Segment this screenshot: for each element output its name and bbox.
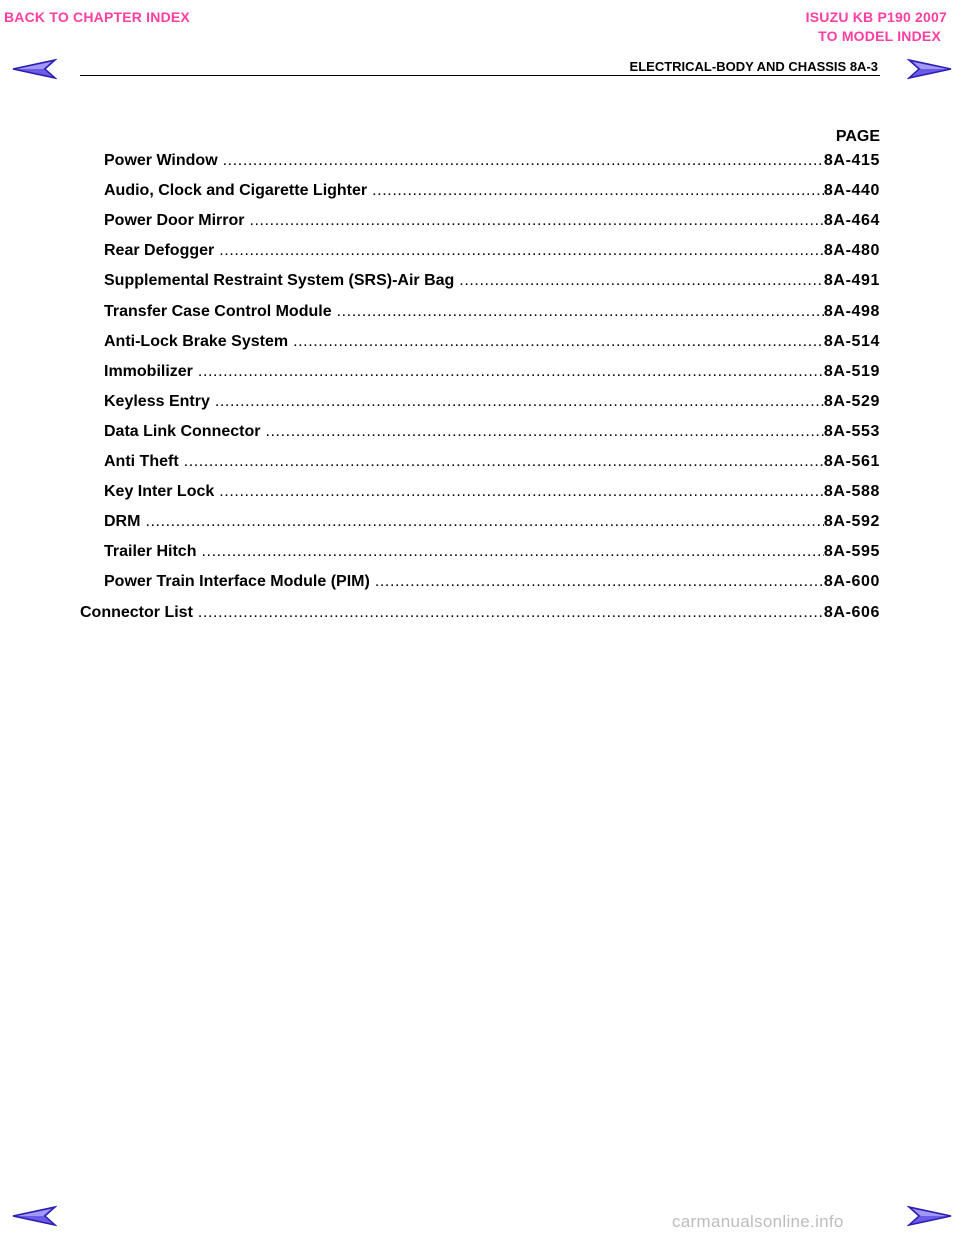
left-arrow-icon — [11, 57, 57, 81]
toc-entry[interactable] — [104, 423, 880, 447]
footer-watermark: carmanualsonline.info — [672, 1212, 844, 1231]
toc-entry[interactable] — [104, 303, 880, 327]
toc-entry[interactable] — [104, 513, 880, 537]
toc-dot-leader — [337, 303, 824, 321]
toc-dot-leader — [145, 513, 823, 531]
toc-entry-page: 8A-480 — [823, 242, 880, 260]
toc-entry[interactable] — [104, 212, 880, 236]
toc-dot-leader — [375, 573, 824, 591]
toc-dot-leader — [265, 423, 823, 441]
toc-dot-leader — [249, 212, 823, 230]
toc-entry[interactable] — [104, 152, 880, 176]
toc-entry[interactable] — [104, 453, 880, 477]
toc-entry-page: 8A-519 — [823, 362, 880, 380]
model-title-link[interactable]: ISUZU KB P190 2007 — [805, 9, 947, 25]
toc-entry[interactable] — [104, 272, 880, 296]
toc-entry-page: 8A-514 — [823, 332, 880, 350]
toc-entry[interactable] — [104, 242, 880, 266]
to-model-index-link[interactable]: TO MODEL INDEX — [818, 28, 941, 44]
toc-entry[interactable] — [104, 483, 880, 507]
toc-entry-page: 8A-553 — [823, 422, 880, 440]
toc-dot-leader — [459, 272, 824, 290]
toc-entry-page: 8A-600 — [823, 573, 880, 591]
toc-entry-title: Anti Theft — [104, 453, 179, 470]
toc-entry-title: Anti-Lock Brake System — [104, 332, 289, 350]
toc-dot-leader — [293, 333, 824, 351]
toc-entry-page: 8A-498 — [823, 302, 880, 320]
toc-entry-title: Connector List — [80, 603, 193, 621]
toc-dot-leader — [219, 242, 824, 260]
toc-entry[interactable] — [104, 543, 880, 567]
toc-entry-page: 8A-464 — [823, 212, 880, 230]
toc-entry-page: 8A-561 — [823, 453, 880, 470]
toc-dot-leader — [372, 182, 824, 200]
toc-entry-title: Audio, Clock and Cigarette Lighter — [104, 182, 368, 200]
previous-page-button[interactable] — [11, 57, 57, 81]
previous-page-button-bottom[interactable] — [11, 1204, 57, 1228]
toc-entry-title: Transfer Case Control Module — [104, 302, 332, 320]
toc-entry-title: Power Window — [104, 152, 218, 169]
toc-entry-page: 8A-588 — [823, 483, 880, 501]
toc-entry-page: 8A-491 — [823, 272, 880, 290]
toc-entry-page: 8A-529 — [823, 392, 880, 410]
toc-dot-leader — [201, 543, 823, 561]
toc-entry-title: Rear Defogger — [104, 242, 215, 260]
toc-entry-title: Immobilizer — [104, 362, 193, 380]
toc-entry-page: 8A-415 — [823, 152, 880, 169]
header-divider — [80, 75, 880, 76]
toc-entry-title: Trailer Hitch — [104, 543, 197, 561]
right-arrow-icon — [907, 57, 953, 81]
toc-entry-page: 8A-440 — [823, 182, 880, 200]
toc-entry-title: Power Door Mirror — [104, 212, 245, 230]
toc-entry[interactable] — [104, 393, 880, 417]
right-arrow-icon — [907, 1204, 953, 1228]
back-to-chapter-index-link[interactable]: BACK TO CHAPTER INDEX — [4, 9, 190, 25]
toc-entry-title: Key Inter Lock — [104, 483, 215, 501]
toc-dot-leader — [215, 393, 824, 411]
toc-entry[interactable] — [104, 573, 880, 597]
left-arrow-icon — [11, 1204, 57, 1228]
page-column-label: PAGE — [835, 128, 880, 145]
toc-entry[interactable] — [104, 363, 880, 387]
toc-entry-page: 8A-595 — [823, 543, 880, 561]
toc-entry-title: DRM — [104, 513, 141, 531]
toc-entry-title: Supplemental Restraint System (SRS)-Air Bag — [104, 272, 455, 290]
next-page-button-bottom[interactable] — [907, 1204, 953, 1228]
toc-dot-leader — [198, 604, 824, 622]
toc-entry-title: Power Train Interface Module (PIM) — [104, 573, 370, 591]
toc-entry-title: Data Link Connector — [104, 422, 261, 440]
toc-dot-leader — [223, 152, 824, 170]
toc-entry-title: Keyless Entry — [104, 392, 210, 410]
toc-dot-leader — [219, 483, 824, 501]
toc-dot-leader — [198, 363, 824, 381]
next-page-button[interactable] — [907, 57, 953, 81]
toc-entry-page: 8A-592 — [823, 513, 880, 531]
toc-dot-leader — [184, 453, 824, 471]
toc-entry[interactable] — [104, 182, 880, 206]
section-header: ELECTRICAL-BODY AND CHASSIS 8A-3 — [629, 59, 878, 74]
toc-entry[interactable] — [80, 604, 880, 628]
toc-entry-page: 8A-606 — [823, 603, 880, 621]
toc-entry[interactable] — [104, 333, 880, 357]
